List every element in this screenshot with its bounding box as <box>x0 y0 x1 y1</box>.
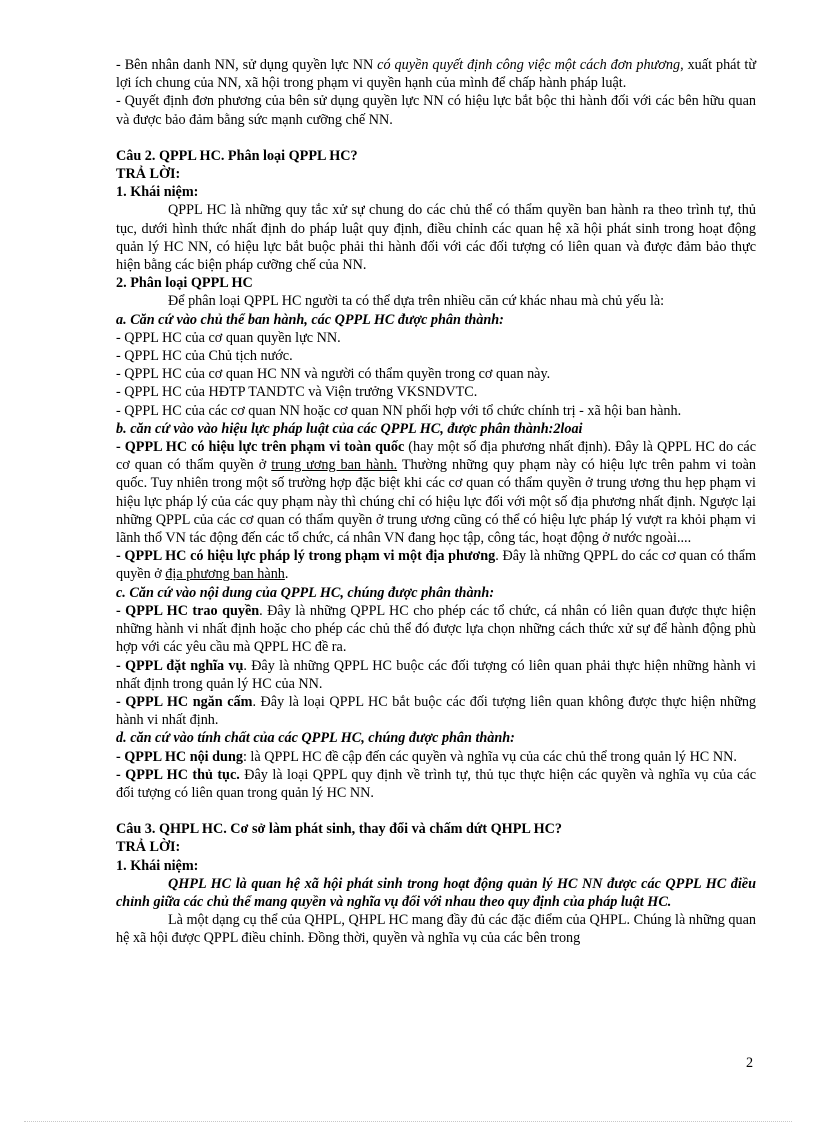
list-item: - QPPL HC của Chủ tịch nước. <box>116 348 293 365</box>
paragraph-p3: QPPL HC là những quy tắc xử sự chung do các chủ thể có thẩm quyền ban hành ra theo trình tự, thủ tục, dưới hình thức nhất định do pháp luật quy định, điều chỉnh các quan hệ xã hội phát sinh trong hoạt động quản lý HC NN, có hiệu lực bắt buộc phải thi hành đối với các đối tượng có liên quan và được đảm bảo thực hiện bằng các biện pháp cưỡng chế của NN. <box>116 202 756 274</box>
spacer <box>116 802 756 820</box>
concept-heading: 1. Khái niệm: <box>116 857 199 874</box>
concept-heading: 1. Khái niệm: <box>116 184 199 201</box>
section-b-heading: b. căn cứ vào vào hiệu lực pháp luật của các QPPL HC, được phân thành:2loai <box>116 420 583 437</box>
list-item: - QPPL HC của HĐTP TANDTC và Viện trưởng VKSNDVTC. <box>116 384 478 401</box>
section-c-heading: c. Căn cứ vào nội dung của QPPL HC, chúng được phân thành: <box>116 584 495 601</box>
list-item: - QPPL HC của cơ quan HC NN và người có thẩm quyền trong cơ quan này. <box>116 366 551 383</box>
paragraph-p6: Là một dạng cụ thể của QHPL, QHPL HC mang đầy đủ các đặc điểm của QHPL. Chúng là những quan hệ xã hội được QPPL điều chỉnh. Đồng thời, quyền và nghĩa vụ của các bên trong <box>116 912 756 947</box>
page-number: 2 <box>746 1055 754 1071</box>
paragraph-c2: - QPPL đặt nghĩa vụ. Đây là những QPPL HC buộc các đối tượng có liên quan phải thực hiện những hành vi nhất định trong quản lý HC của NN. <box>116 657 756 692</box>
list-item: - QPPL HC của các cơ quan NN hoặc cơ quan NN phối hợp với tổ chức chính trị - xã hội ban hành. <box>116 402 682 419</box>
paragraph-d1: - QPPL HC nội dung: là QPPL HC đề cập đến các quyền và nghĩa vụ của các chủ thể trong quản lý HC NN. <box>116 748 737 765</box>
question-3-heading: Câu 3. QHPL HC. Cơ sở làm phát sinh, thay đổi và chấm dứt QHPL HC? <box>116 821 562 838</box>
section-d-heading: d. căn cứ vào tính chất của các QPPL HC, chúng được phân thành: <box>116 730 515 747</box>
paragraph-b2: - QPPL HC có hiệu lực pháp lý trong phạm vi một địa phương. Đây là những QPPL do các cơ quan có thẩm quyền ở địa phương ban hành. <box>116 548 756 583</box>
paragraph-p5: QHPL HC là quan hệ xã hội phát sinh trong hoạt động quản lý HC NN được các QPPL HC điều chỉnh giữa các chủ thể mang quyền và nghĩa vụ đối với nhau theo quy định của pháp luật HC. <box>116 875 756 910</box>
answer-label: TRẢ LỜI: <box>116 166 181 183</box>
paragraph-p2: - Quyết định đơn phương của bên sử dụng quyền lực NN có hiệu lực bắt bộc thi hành đối với các bên hữu quan và được bảo đảm bằng sức mạnh cưỡng chế NN. <box>116 93 756 128</box>
classification-heading: 2. Phân loại QPPL HC <box>116 275 253 292</box>
question-2-heading: Câu 2. QPPL HC. Phân loại QPPL HC? <box>116 147 358 164</box>
section-a-heading: a. Căn cứ vào chủ thể ban hành, các QPPL HC được phân thành: <box>116 311 504 328</box>
document-body <box>116 56 756 948</box>
list-item: - QPPL HC của cơ quan quyền lực NN. <box>116 329 341 346</box>
paragraph-b1: - QPPL HC có hiệu lực trên phạm vi toàn quốc (hay một số địa phương nhất định). Đây là QPPL HC do các cơ quan có thẩm quyền ở trung ương ban hành. Thường những quy phạm này có hiệu lực trên pahm vi toàn quốc. Tuy nhiên trong một số trường hợp đặc biệt khi các cơ quan có thẩm quyền ở trung ương thu hẹp phạm vi hiệu lực pháp lý của các quy phạm này thì chúng chỉ có hiệu lực đối với một số địa phương nhất định. Ngược lại những QPPL của các cơ quan có thẩm quyền ở trung ương cũng có thể có hiệu lực pháp lý vượt ra khỏi phạm vi lãnh thổ VN tác động đến các tổ chức, cá nhân VN đang học tập, công tác, hoạt động ở nước ngoài.... <box>116 439 756 547</box>
paragraph-c1: - QPPL HC trao quyền. Đây là những QPPL HC cho phép các tổ chức, cá nhân có liên quan được thực hiện những hành vi nhất định hoặc cho phép các chủ thể đó được lựa chọn những cách thức xử sự để hành động phù hợp với các yêu cầu mà QPPL HC đề ra. <box>116 602 756 656</box>
paragraph-c3: - QPPL HC ngăn cấm. Đây là loại QPPL HC bắt buộc các đối tượng liên quan không được thực hiện những hành vi nhất định. <box>116 693 757 729</box>
answer-label: TRẢ LỜI: <box>116 839 181 856</box>
page-bottom-edge <box>24 1121 792 1122</box>
spacer <box>116 129 756 147</box>
paragraph-d2: - QPPL HC thủ tục. Đây là loại QPPL quy định về trình tự, thủ tục thực hiện các quyền và nghĩa vụ của các đối tượng có liên quan trong quản lý HC NN. <box>116 766 756 801</box>
paragraph-p1: - Bên nhân danh NN, sử dụng quyền lực NN có quyền quyết định công việc một cách đơn phương, xuất phát từ lợi ích chung của NN, xã hội trong phạm vi quyền hạnh của mình để chấp hành pháp luật. <box>116 57 757 92</box>
paragraph-p4: Để phân loại QPPL HC người ta có thể dựa trên nhiều căn cứ khác nhau mà chủ yếu là: <box>168 293 665 310</box>
